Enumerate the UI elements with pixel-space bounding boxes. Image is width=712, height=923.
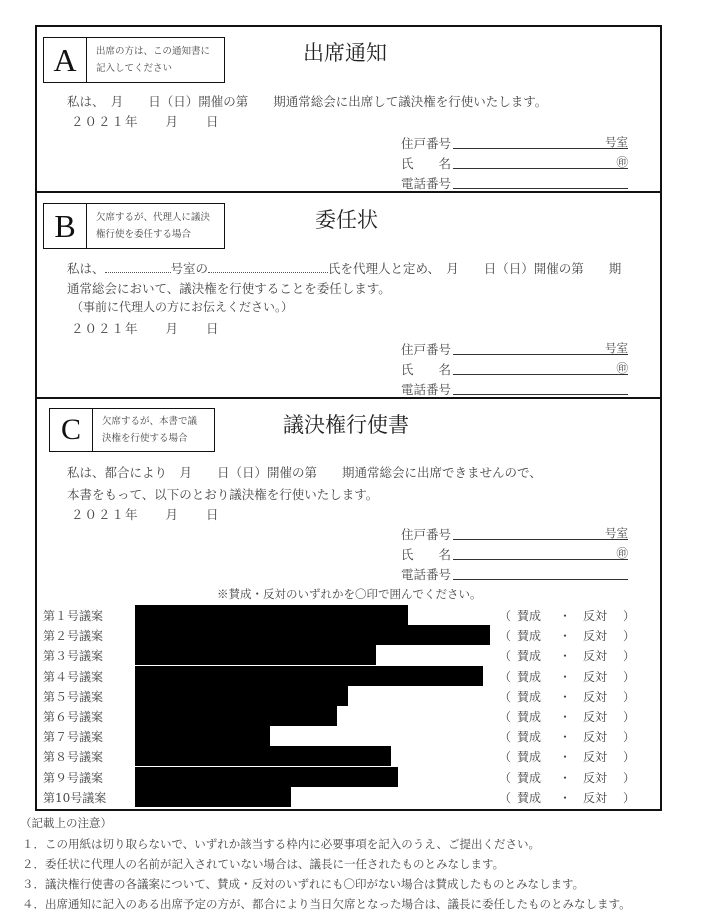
redaction-bar [135,666,483,686]
redaction-bar [135,625,490,645]
vote-no-option[interactable]: 反対 [583,710,608,724]
choice-separator: ・ [559,609,572,623]
proposal-row [43,666,643,686]
seal-mark: ㊞ [616,546,628,560]
choice-close-paren: ） [623,770,636,785]
name-label: 氏 名 [401,547,452,562]
proposal-label: 第７号議案 [43,730,104,745]
choice-open-paren: （ [499,710,512,724]
choice-separator: ・ [559,629,572,644]
notes-heading: （記載上の注意） [20,816,112,830]
section-letter: C [50,409,93,451]
name-field[interactable] [401,360,628,378]
vote-no-option[interactable]: 反対 [583,669,608,684]
proposal-label: 第４号議案 [43,669,104,684]
proposal-row [43,605,643,625]
section-attendance [35,25,662,193]
room-field[interactable] [401,340,628,358]
choice-separator: ・ [559,710,572,724]
choice-open-paren: （ [499,649,512,664]
note-item: １．この用紙は切り取らないで、いずれか該当する枠内に必要事項を記入のうえ、ご提出ください。 [22,837,540,851]
proxy-room-blank[interactable] [105,260,171,273]
room-label: 住戸番号 [401,527,452,542]
redaction-bar [135,787,291,807]
proposal-label: 第５号議案 [43,689,104,704]
phone-field[interactable] [401,565,453,583]
date-line: ２０２１年 月 日 [71,321,220,336]
statement-line: 私は、 月 日（日）開催の第 期通常総会に出席して議決権を行使いたします。 [67,94,548,109]
section-note: 出席の方は、この通知書に 記入してください [96,46,211,74]
phone-field[interactable] [401,380,453,398]
choice-open-paren: （ [499,790,512,805]
statement-line-3: （事前に代理人の方にお伝えください。） [71,300,294,314]
room-suffix: 号室 [605,135,628,149]
room-suffix: 号室 [605,341,628,355]
section-note: 欠席するが、代理人に議決 権行使を委任する場合 [96,212,211,240]
vote-yes-option[interactable]: 賛成 [517,609,542,623]
proxy-name-blank[interactable] [208,260,328,273]
vote-no-option[interactable]: 反対 [583,609,608,623]
note-item: ４．出席通知に記入のある出席予定の方が、都合により当日欠席となった場合は、議長に委任したものとみなします。 [22,897,631,911]
choice-close-paren: ） [623,730,636,745]
statement-part-b: 号室の [170,261,209,276]
redaction-bar [135,726,270,746]
phone-field[interactable] [401,174,453,192]
vote-no-option[interactable]: 反対 [583,770,608,785]
choice-open-paren: （ [499,629,512,644]
section-voting [35,397,662,811]
statement-part-a: 私は、 [67,261,105,276]
choice-close-paren: ） [623,790,636,805]
vote-yes-option[interactable]: 賛成 [517,649,542,664]
section-title: 出席通知 [303,41,387,65]
date-line: ２０２１年 月 日 [71,507,220,522]
section-proxy [35,191,662,399]
section-letter: A [44,38,87,82]
proposal-label: 第１号議案 [43,609,104,623]
vote-yes-option[interactable]: 賛成 [517,750,542,765]
vote-yes-option[interactable]: 賛成 [517,730,542,745]
note-item: ２．委任状に代理人の名前が記入されていない場合は、議長に一任されたものとみなします。 [22,857,505,871]
proposal-row [43,767,643,787]
statement-part-c: 氏を代理人と定め、 月 日（日）開催の第 期 [328,261,622,276]
proposal-label: 第10号議案 [43,790,107,805]
choice-open-paren: （ [499,730,512,745]
proposal-row [43,625,643,645]
phone-label: 電話番号 [401,176,452,191]
room-label: 住戸番号 [401,136,452,151]
choice-close-paren: ） [623,649,636,664]
choice-open-paren: （ [499,669,512,684]
section-title: 委任状 [315,208,378,232]
proposal-row [43,686,643,706]
name-label: 氏 名 [401,362,452,377]
redaction-bar [135,746,391,766]
proposal-row [43,787,643,807]
proposal-row [43,645,643,665]
redaction-bar [135,645,376,665]
statement-line-1: 私は、都合により 月 日（日）開催の第 期通常総会に出席できませんので、 [67,465,542,480]
choice-open-paren: （ [499,770,512,785]
choice-separator: ・ [559,790,572,805]
date-line: ２０２１年 月 日 [71,114,220,129]
phone-label: 電話番号 [401,567,452,582]
choice-close-paren: ） [623,710,636,724]
name-label: 氏 名 [401,156,452,171]
vote-no-option[interactable]: 反対 [583,689,608,704]
proposal-row [43,746,643,766]
vote-yes-option[interactable]: 賛成 [517,710,542,724]
statement-line-2: 本書をもって、以下のとおり議決権を行使いたします。 [67,487,379,502]
room-field[interactable] [401,134,628,152]
proposal-label: 第８号議案 [43,750,104,765]
instruction-text: ※賛成・反対のいずれかを〇印で囲んでください。 [217,587,482,601]
choice-close-paren: ） [623,609,636,623]
choice-close-paren: ） [623,669,636,684]
choice-close-paren: ） [623,750,636,765]
name-field[interactable] [401,154,628,172]
proposal-row [43,726,643,746]
proposal-row [43,706,643,726]
choice-separator: ・ [559,669,572,684]
section-letter: B [44,204,87,248]
name-field[interactable] [401,545,628,563]
vote-no-option[interactable]: 反対 [583,649,608,664]
room-field[interactable] [401,525,628,543]
choice-separator: ・ [559,750,572,765]
phone-label: 電話番号 [401,382,452,397]
choice-close-paren: ） [623,689,636,704]
statement-line-1 [67,259,621,277]
vote-yes-option[interactable]: 賛成 [517,669,542,684]
room-suffix: 号室 [605,526,628,540]
section-c-header-box [49,408,215,452]
redaction-bar [135,767,398,787]
section-b-header-box [43,203,225,249]
choice-open-paren: （ [499,609,512,623]
vote-no-option[interactable]: 反対 [583,750,608,765]
statement-line-2: 通常総会において、議決権を行使することを委任します。 [67,281,391,296]
choice-separator: ・ [559,730,572,745]
seal-mark: ㊞ [616,361,628,375]
vote-no-option[interactable]: 反対 [583,730,608,745]
room-label: 住戸番号 [401,342,452,357]
vote-yes-option[interactable]: 賛成 [517,689,542,704]
choice-separator: ・ [559,649,572,664]
vote-yes-option[interactable]: 賛成 [517,629,542,644]
vote-yes-option[interactable]: 賛成 [517,770,542,785]
choice-separator: ・ [559,770,572,785]
proposal-label: 第２号議案 [43,629,104,644]
choice-separator: ・ [559,689,572,704]
section-note: 欠席するが、本書で議 決権を行使する場合 [102,416,198,444]
vote-no-option[interactable]: 反対 [583,790,608,805]
vote-yes-option[interactable]: 賛成 [517,790,542,805]
section-a-header-box [43,37,225,83]
vote-no-option[interactable]: 反対 [583,629,608,644]
redaction-bar [135,706,337,726]
proposal-label: 第３号議案 [43,649,104,664]
choice-open-paren: （ [499,750,512,765]
seal-mark: ㊞ [616,155,628,169]
section-title: 議決権行使書 [283,413,409,437]
choice-close-paren: ） [623,629,636,644]
note-item: ３．議決権行使書の各議案について、賛成・反対のいずれにも〇印がない場合は賛成したものとみなします。 [22,877,585,891]
proposal-label: 第９号議案 [43,770,104,785]
choice-open-paren: （ [499,689,512,704]
redaction-bar [135,686,348,706]
redaction-bar [135,605,408,625]
proposal-label: 第６号議案 [43,710,104,724]
